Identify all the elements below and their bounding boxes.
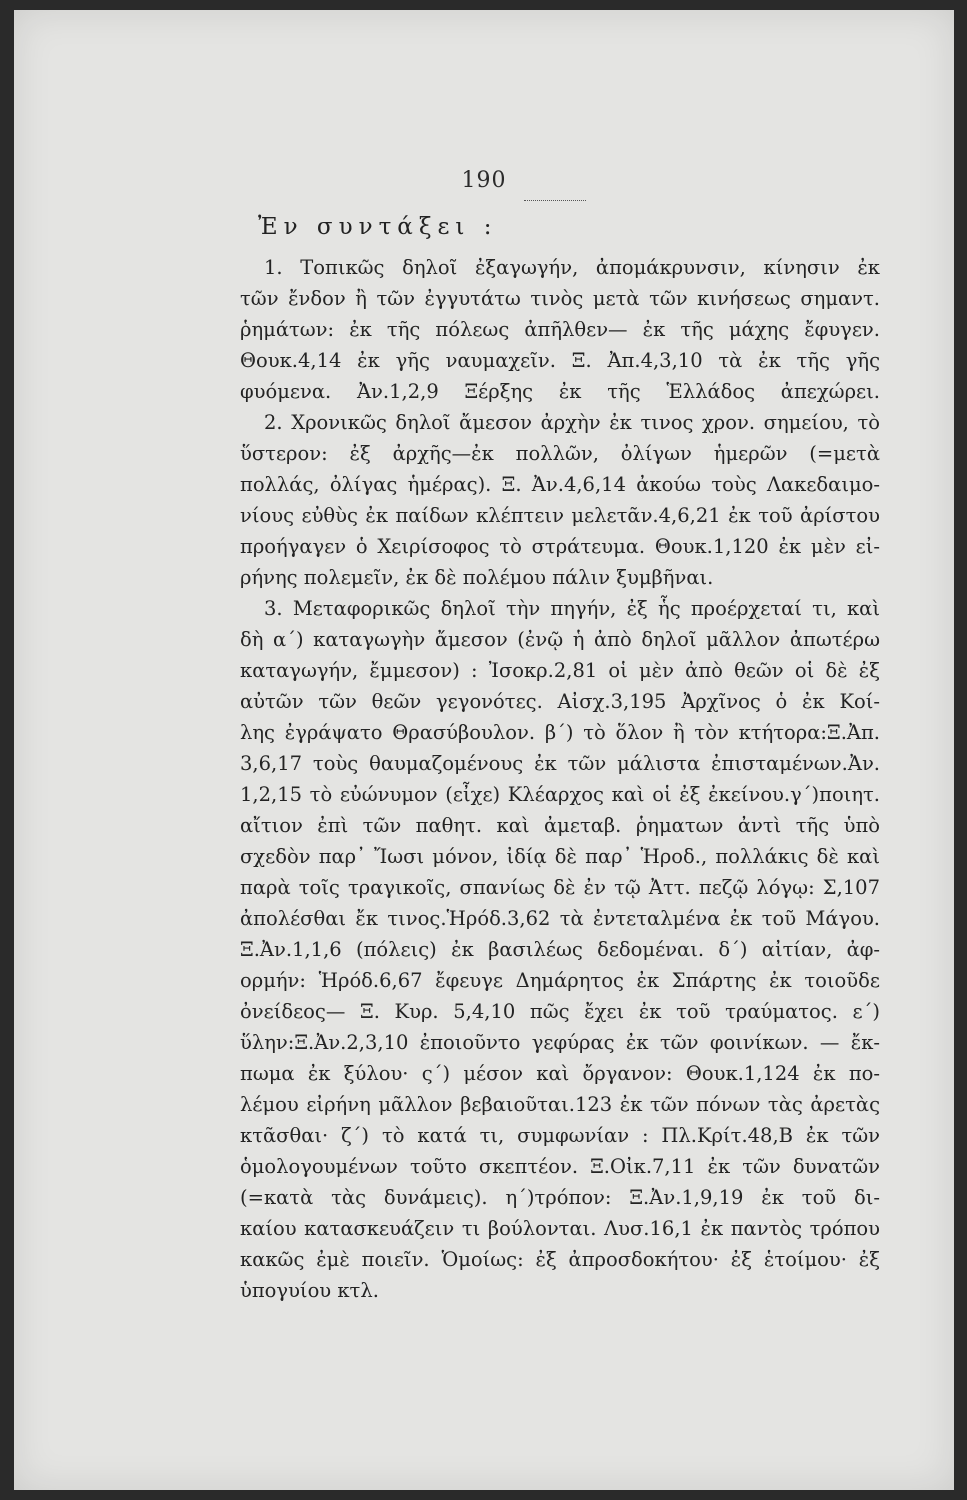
text-line: Ξ.Ἀν.1,1,6 (πόλεις) ἐκ βασιλέως δεδομέναι. δ΄) αἰτίαν, ἀφ- [240, 938, 880, 961]
text-line: 1. Τοπικῶς δηλοῖ ἐξαγωγήν, ἀπομάκρυνσιν, κίνησιν ἐκ [264, 256, 880, 279]
text-line: λης ἐγράψατο Θρασύβουλον. β΄) τὸ ὅλον ἢ τὸν κτήτορα:Ξ.Ἀπ. [240, 721, 880, 744]
text-line: δὴ α΄) καταγωγὴν ἄμεσον (ἐνῷ ἡ ἀπὸ δηλοῖ μᾶλλον ἀπωτέρω [240, 628, 880, 651]
text-line: πολλάς, ὀλίγας ἡμέρας). Ξ. Ἀν.4,6,14 ἀκούω τοὺς Λακεδαιμο- [240, 473, 880, 496]
text-line: ορμήν: Ἡρόδ.6,67 ἔφευγε Δημάρητος ἐκ Σπάρτης ἐκ τοιοῦδε [240, 969, 880, 992]
text-line: νίους εὐθὺς ἐκ παίδων κλέπτειν μελετᾶν.4,6,21 ἐκ τοῦ ἀρίστου [240, 504, 880, 527]
text-line: αὐτῶν τῶν θεῶν γεγονότες. Αἰσχ.3,195 Ἀρχῖνος ὁ ἐκ Κοί- [240, 690, 880, 713]
text-line: ἀπολέσθαι ἔκ τινος.Ἡρόδ.3,62 τὰ ἐντεταλμένα ἐκ τοῦ Μάγου. [240, 907, 880, 930]
text-line: ρήνης πολεμεῖν, ἐκ δὲ πολέμου πάλιν ξυμβῆναι. [240, 566, 714, 589]
text-line: 1,2,15 τὸ εὐώνυμον (εἶχε) Κλέαρχος καὶ οἱ ἐξ ἐκείνου.γ΄)ποιητ. [240, 783, 880, 806]
section-heading: Ἐν συντάξει : [258, 214, 498, 240]
text-line: καταγωγήν, ἔμμεσον) : Ἰσοκρ.2,81 οἱ μὲν ἀπὸ θεῶν οἱ δὲ ἐξ [240, 659, 880, 682]
text-line: πωμα ἐκ ξύλου· ς΄) μέσον καὶ ὄργανον: Θουκ.1,124 ἐκ πο- [240, 1062, 880, 1085]
text-line: ὀνείδεος— Ξ. Κυρ. 5,4,10 πῶς ἔχει ἐκ τοῦ τραύματος. ε΄) [240, 1000, 880, 1023]
text-line: ὑπογυίου κτλ. [240, 1279, 379, 1302]
body-text [240, 252, 880, 1306]
text-line: φυόμενα. Ἀν.1,2,9 Ξέρξης ἐκ τῆς Ἑλλάδος ἀπεχώρει. [240, 380, 880, 403]
text-line: 3. Μεταφορικῶς δηλοῖ τὴν πηγήν, ἐξ ἧς προέρχεταί τι, καὶ [264, 597, 880, 620]
page-number: 190 [461, 168, 507, 193]
text-line: σχεδὸν παρ᾽ Ἴωσι μόνον, ἰδίᾳ δὲ παρ᾽ Ἡροδ., πολλάκις δὲ καὶ [240, 845, 880, 868]
text-line: (=κατὰ τὰς δυνάμεις). η΄)τρόπον: Ξ.Ἀν.1,9,19 ἐκ τοῦ δι- [240, 1186, 880, 1209]
text-line: ῥημάτων: ἐκ τῆς πόλεως ἀπῆλθεν— ἐκ τῆς μάχης ἔφυγεν. [240, 318, 880, 341]
text-line: κτᾶσθαι· ζ΄) τὸ κατά τι, συμφωνίαν : Πλ.Κρίτ.48,Β ἐκ τῶν [240, 1124, 880, 1147]
text-line: λέμου εἰρήνη μᾶλλον βεβαιοῦται.123 ἐκ τῶν πόνων τὰς ἀρετὰς [240, 1093, 880, 1116]
text-line: καίου κατασκευάζειν τι βούλονται. Λυσ.16,1 ἐκ παντὸς τρόπου [240, 1217, 880, 1240]
text-line: αἴτιον ἐπὶ τῶν παθητ. καὶ ἀμεταβ. ῥηματων ἀντὶ τῆς ὑπὸ [240, 814, 880, 837]
text-line: τῶν ἔνδον ἢ τῶν ἐγγυτάτω τινὸς μετὰ τῶν κινήσεως σημαντ. [240, 287, 880, 310]
text-line: 3,6,17 τοὺς θαυμαζομένους ἐκ τῶν μάλιστα ἐπισταμένων.Ἀν. [240, 752, 880, 775]
book-page [14, 10, 954, 1490]
text-line: Θουκ.4,14 ἐκ γῆς ναυμαχεῖν. Ξ. Ἀπ.4,3,10 τὰ ἐκ τῆς γῆς [240, 349, 880, 372]
text-line: παρὰ τοῖς τραγικοῖς, σπανίως δὲ ἐν τῷ Ἀττ. πεζῷ λόγῳ: Σ,107 [240, 876, 880, 899]
text-line: 2. Χρονικῶς δηλοῖ ἄμεσον ἀρχὴν ἐκ τινος χρον. σημείου, τὸ [264, 411, 880, 434]
text-line: ὕστερον: ἐξ ἀρχῆς—ἐκ πολλῶν, ὀλίγων ἡμερῶν (=μετὰ [240, 442, 880, 465]
text-line: προήγαγεν ὁ Χειρίσοφος τὸ στράτευμα. Θουκ.1,120 ἐκ μὲν εἰ- [240, 535, 880, 558]
text-line: κακῶς ἐμὲ ποιεῖν. Ὁμοίως: ἐξ ἀπροσδοκήτου· ἐξ ἑτοίμου· ἐξ [240, 1248, 880, 1271]
page-number-rule [524, 200, 586, 201]
text-line: ὁμολογουμένων τοῦτο σκεπτέον. Ξ.Οἰκ.7,11 ἐκ τῶν δυνατῶν [240, 1155, 880, 1178]
text-line: ὕλην:Ξ.Ἀν.2,3,10 ἐποιοῦντο γεφύρας ἐκ τῶν φοινίκων. — ἔκ- [240, 1031, 880, 1054]
